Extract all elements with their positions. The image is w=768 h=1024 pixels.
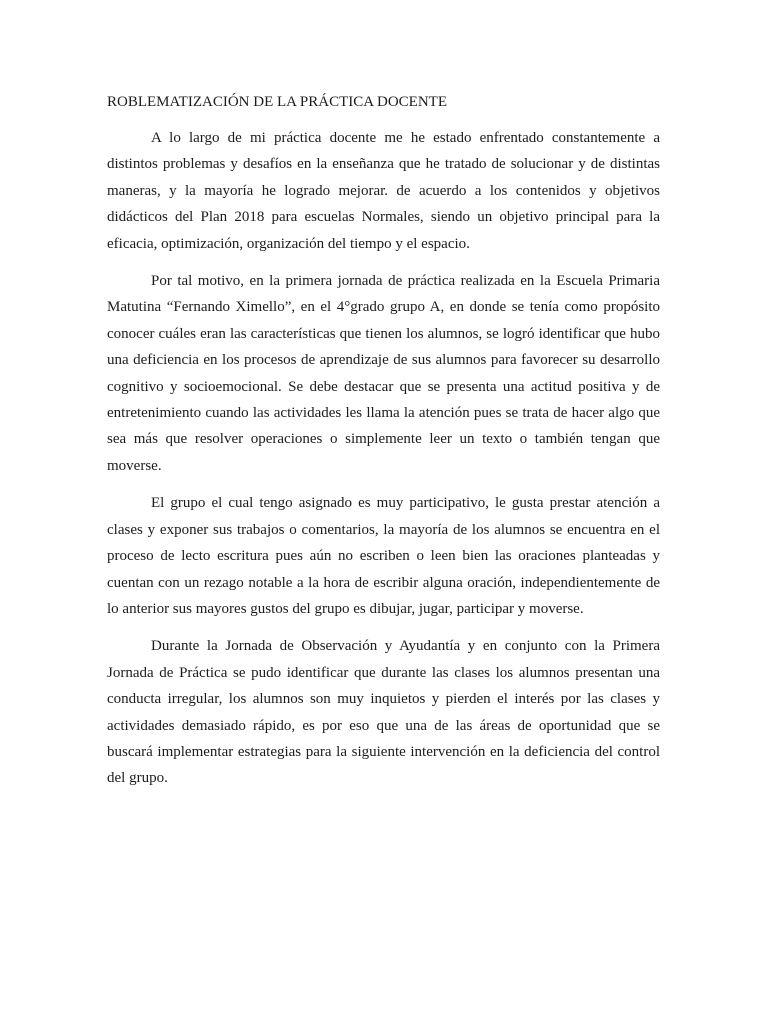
paragraph-4: Durante la Jornada de Observación y Ayudantía y en conjunto con la Primera Jornada de Práctica se pudo identificar que durante las clases los alumnos presentan una conducta irregular, los alumnos son muy inquietos y pierden el interés por las clases y actividades demasiado rápido, es por eso que una de las áreas de oportunidad que se buscará implementar estrategias para la siguiente intervención en la deficiencia del control del grupo. (107, 638, 660, 787)
paragraph-1: A lo largo de mi práctica docente me he estado enfrentado constantemente a distintos problemas y desafíos en la enseñanza que he tratado de solucionar y de distintas maneras, y la mayoría he logrado mejorar. de acuerdo a los contenidos y objetivos didácticos del Plan 2018 para escuelas Normales, siendo un objetivo principal para la eficacia, optimización, organización del tiempo y el espacio. (107, 130, 660, 252)
document-body (107, 91, 660, 803)
paragraph-2: Por tal motivo, en la primera jornada de práctica realizada en la Escuela Primaria Matutina “Fernando Ximello”, en el 4°grado grupo A, en donde se tenía como propósito conocer cuáles eran las características que tienen los alumnos, se logró identificar que hubo una deficiencia en los procesos de aprendizaje de sus alumnos para favorecer su desarrollo cognitivo y socioemocional. Se debe destacar que se presenta una actitud positiva y de entretenimiento cuando las actividades les llama la atención pues se trata de hacer algo que sea más que resolver operaciones o simplemente leer un texto o también tengan que moverse. (107, 273, 660, 474)
paragraph-3: El grupo el cual tengo asignado es muy participativo, le gusta prestar atención a clases y exponer sus trabajos o comentarios, la mayoría de los alumnos se encuentra en el proceso de lecto escritura pues aún no escriben o leen bien las oraciones planteadas y cuentan con un rezago notable a la hora de escribir alguna oración, independientemente de lo anterior sus mayores gustos del grupo es dibujar, jugar, participar y moverse. (107, 495, 660, 617)
document-title: ROBLEMATIZACIÓN DE LA PRÁCTICA DOCENTE (107, 94, 447, 110)
